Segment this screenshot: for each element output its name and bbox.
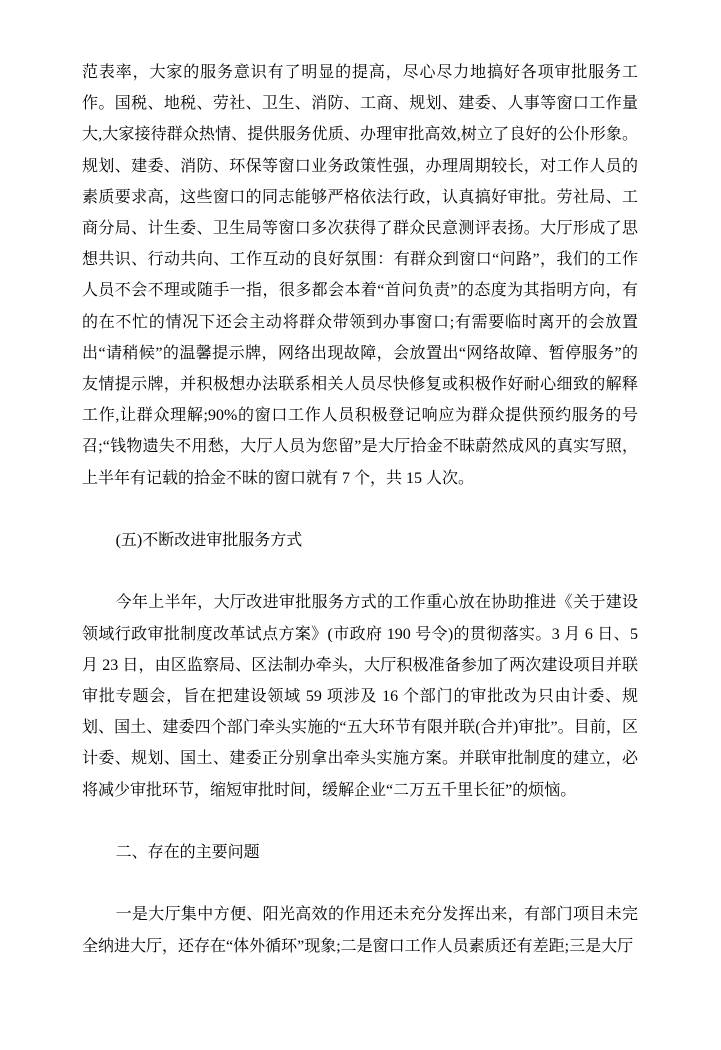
paragraph-service-awareness: 范表率，大家的服务意识有了明显的提高，尽心尽力地搞好各项审批服务工作。国税、地税、劳社、卫生、消防、工商、规划、建委、人事等窗口工作量大,大家接待群众热情、提供服务优质、办理审批高效,树立了良好的公仆形象。规划、建委、消防、环保等窗口业务政策性强，办理周期较长，对工作人员的素质要求高，这些窗口的同志能够严格依法行政，认真搞好审批。劳社局、工商分局、计生委、卫生局等窗口多次获得了群众民意测评表扬。大厅形成了思想共识、行动共向、工作互动的良好氛围：有群众到窗口“问路”，我们的工作人员不会不理或随手一指，很多都会本着“首问负责”的态度为其指明方向，有的在不忙的情况下还会主动将群众带领到办事窗口;有需要临时离开的会放置出“请稍候”的温馨提示牌，网络出现故障，会放置出“网络故障、暂停服务”的友情提示牌，并积极想办法联系相关人员尽快修复或积极作好耐心细致的解释工作,让群众理解;90%的窗口工作人员积极登记响应为群众提供预约服务的号召;“钱物遗失不用愁，大厅人员为您留”是大厅拾金不昧蔚然成风的真实写照，上半年有记载的拾金不昧的窗口就有 7 个，共 15 人次。: [82, 64, 638, 487]
paragraph-approval-reform-progress: 今年上半年，大厅改进审批服务方式的工作重心放在协助推进《关于建设领域行政审批制度改革试点方案》(市政府 190 号令)的贯彻落实。3 月 6 日、5 月 23 日，由区监察局、区法制办牵头，大厅积极准备参加了两次建设项目并联审批专题会，旨在把建设领域 59 项涉及 16 个部门的审批改为只由计委、规划、国土、建委四个部门牵头实施的“五大环节有限并联(合并)审批”。目前，区计委、规划、国土、建委正分别拿出牵头实施方案。并联审批制度的建立，必将减少审批环节，缩短审批时间，缓解企业“二万五千里长征”的烦恼。: [82, 594, 638, 799]
subheading-section-5-improve-approval-service: (五)不断改进审批服务方式: [115, 532, 303, 550]
paragraph-main-problems: 一是大厅集中方便、阳光高效的作用还未充分发挥出来，有部门项目未完全纳进大厅，还存在“体外循环”现象;二是窗口工作人员素质还有差距;三是大厅: [82, 906, 638, 955]
heading-section-2-main-problems: 二、存在的主要问题: [115, 844, 260, 862]
